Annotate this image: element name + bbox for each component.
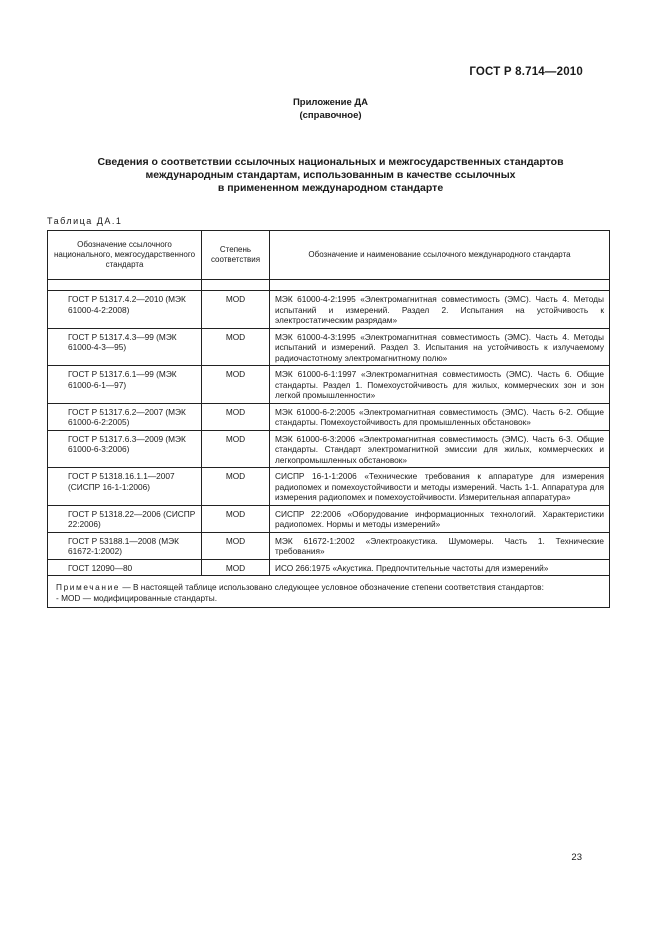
cell-degree: MOD bbox=[202, 559, 270, 576]
cell-degree: MOD bbox=[202, 291, 270, 329]
cell-degree: MOD bbox=[202, 505, 270, 532]
table-row bbox=[48, 468, 610, 506]
note-lead: Примечание bbox=[56, 582, 121, 592]
note-text: — В настоящей таблице использовано следующее условное обозначение степени соответствия стандартов: bbox=[120, 582, 544, 592]
table-note bbox=[48, 576, 610, 608]
cell-international-standard: МЭК 61000-6-3:2006 «Электромагнитная совместимость (ЭМС). Часть 6-3. Общие стандарты. Стандарт электромагнитной эмиссии для жилых, коммерческих и легкопромышленных обстановок» bbox=[270, 430, 610, 468]
cell-international-standard: СИСПР 22:2006 «Оборудование информационных технологий. Характеристики радиопомех. Нормы и методы измерений» bbox=[270, 505, 610, 532]
cell-international-standard: МЭК 61672-1:2002 «Электроакустика. Шумомеры. Часть 1. Технические требования» bbox=[270, 532, 610, 559]
table-label: Таблица ДА.1 bbox=[47, 216, 123, 226]
table-row bbox=[48, 403, 610, 430]
cell-national-standard: ГОСТ Р 51318.16.1.1—2007 (СИСПР 16-1-1:2006) bbox=[48, 468, 202, 506]
column-header-degree: Степень соответствия bbox=[202, 231, 270, 280]
page-number: 23 bbox=[571, 852, 582, 863]
cell-national-standard: ГОСТ 12090—80 bbox=[48, 559, 202, 576]
heading-line: Сведения о соответствии ссылочных национальных и межгосударственных стандартов bbox=[97, 156, 564, 168]
cell-international-standard: ИСО 266:1975 «Акустика. Предпочтительные частоты для измерений» bbox=[270, 559, 610, 576]
cell-international-standard: МЭК 61000-4-3:1995 «Электромагнитная совместимость (ЭМС). Часть 4. Методы испытаний и измерений. Раздел 3. Испытания на устойчивость к излучаемому радиочастотному электромагнитному полю» bbox=[270, 328, 610, 366]
cell-international-standard: СИСПР 16-1-1:2006 «Технические требования к аппаратуре для измерения радиопомех и помехоустойчивости и методы измерений. Часть 1-1. Аппаратура для измерения радиопомех и помехоустойчивости. Измерительная аппаратура» bbox=[270, 468, 610, 506]
cell-national-standard: ГОСТ Р 51317.4.2—2010 (МЭК 61000-4-2:2008) bbox=[48, 291, 202, 329]
cell-national-standard: ГОСТ Р 51317.6.1—99 (МЭК 61000-6-1—97) bbox=[48, 366, 202, 404]
cell-national-standard: ГОСТ Р 51318.22—2006 (СИСПР 22:2006) bbox=[48, 505, 202, 532]
table-row bbox=[48, 366, 610, 404]
standards-table bbox=[47, 230, 610, 608]
table-row bbox=[48, 430, 610, 468]
cell-national-standard: ГОСТ Р 51317.6.3—2009 (МЭК 61000-6-3:2006) bbox=[48, 430, 202, 468]
heading-line: в примененном международном стандарте bbox=[217, 182, 444, 194]
section-heading bbox=[50, 156, 611, 195]
table-header-row bbox=[48, 231, 610, 280]
cell-degree: MOD bbox=[202, 468, 270, 506]
table-row bbox=[48, 559, 610, 576]
note-item: - MOD — модифицированные стандарты. bbox=[56, 592, 218, 603]
column-header-national: Обозначение ссылочного национального, межгосударственного стандарта bbox=[48, 231, 202, 280]
appendix-title: Приложение ДА bbox=[292, 97, 369, 108]
appendix-subtitle: (справочное) bbox=[299, 110, 362, 121]
table-note-row bbox=[48, 576, 610, 608]
column-header-international: Обозначение и наименование ссылочного международного стандарта bbox=[270, 231, 610, 280]
appendix-header bbox=[0, 96, 661, 122]
cell-national-standard: ГОСТ Р 51317.4.3—99 (МЭК 61000-4-3—95) bbox=[48, 328, 202, 366]
cell-international-standard: МЭК 61000-6-1:1997 «Электромагнитная совместимость (ЭМС). Часть 6. Общие стандарты. Раздел 1. Помехоустойчивость для жилых, коммерческих зон и зон легкой промышленности» bbox=[270, 366, 610, 404]
cell-international-standard: МЭК 61000-4-2:1995 «Электромагнитная совместимость (ЭМС). Часть 4. Методы испытаний и измерений. Раздел 2. Испытания на устойчивость к электростатическим разрядам» bbox=[270, 291, 610, 329]
cell-degree: MOD bbox=[202, 328, 270, 366]
cell-degree: MOD bbox=[202, 403, 270, 430]
cell-degree: MOD bbox=[202, 532, 270, 559]
heading-line: международным стандартам, использованным в качестве ссылочных bbox=[145, 169, 516, 181]
cell-national-standard: ГОСТ Р 53188.1—2008 (МЭК 61672-1:2002) bbox=[48, 532, 202, 559]
table-row bbox=[48, 532, 610, 559]
document-code: ГОСТ Р 8.714—2010 bbox=[469, 66, 583, 78]
table-spacer bbox=[48, 280, 610, 291]
cell-international-standard: МЭК 61000-6-2:2005 «Электромагнитная совместимость (ЭМС). Часть 6-2. Общие стандарты. Помехоустойчивость для промышленных обстановок» bbox=[270, 403, 610, 430]
cell-degree: MOD bbox=[202, 430, 270, 468]
cell-degree: MOD bbox=[202, 366, 270, 404]
table-row bbox=[48, 291, 610, 329]
table-row bbox=[48, 328, 610, 366]
cell-national-standard: ГОСТ Р 51317.6.2—2007 (МЭК 61000-6-2:2005) bbox=[48, 403, 202, 430]
table-row bbox=[48, 505, 610, 532]
